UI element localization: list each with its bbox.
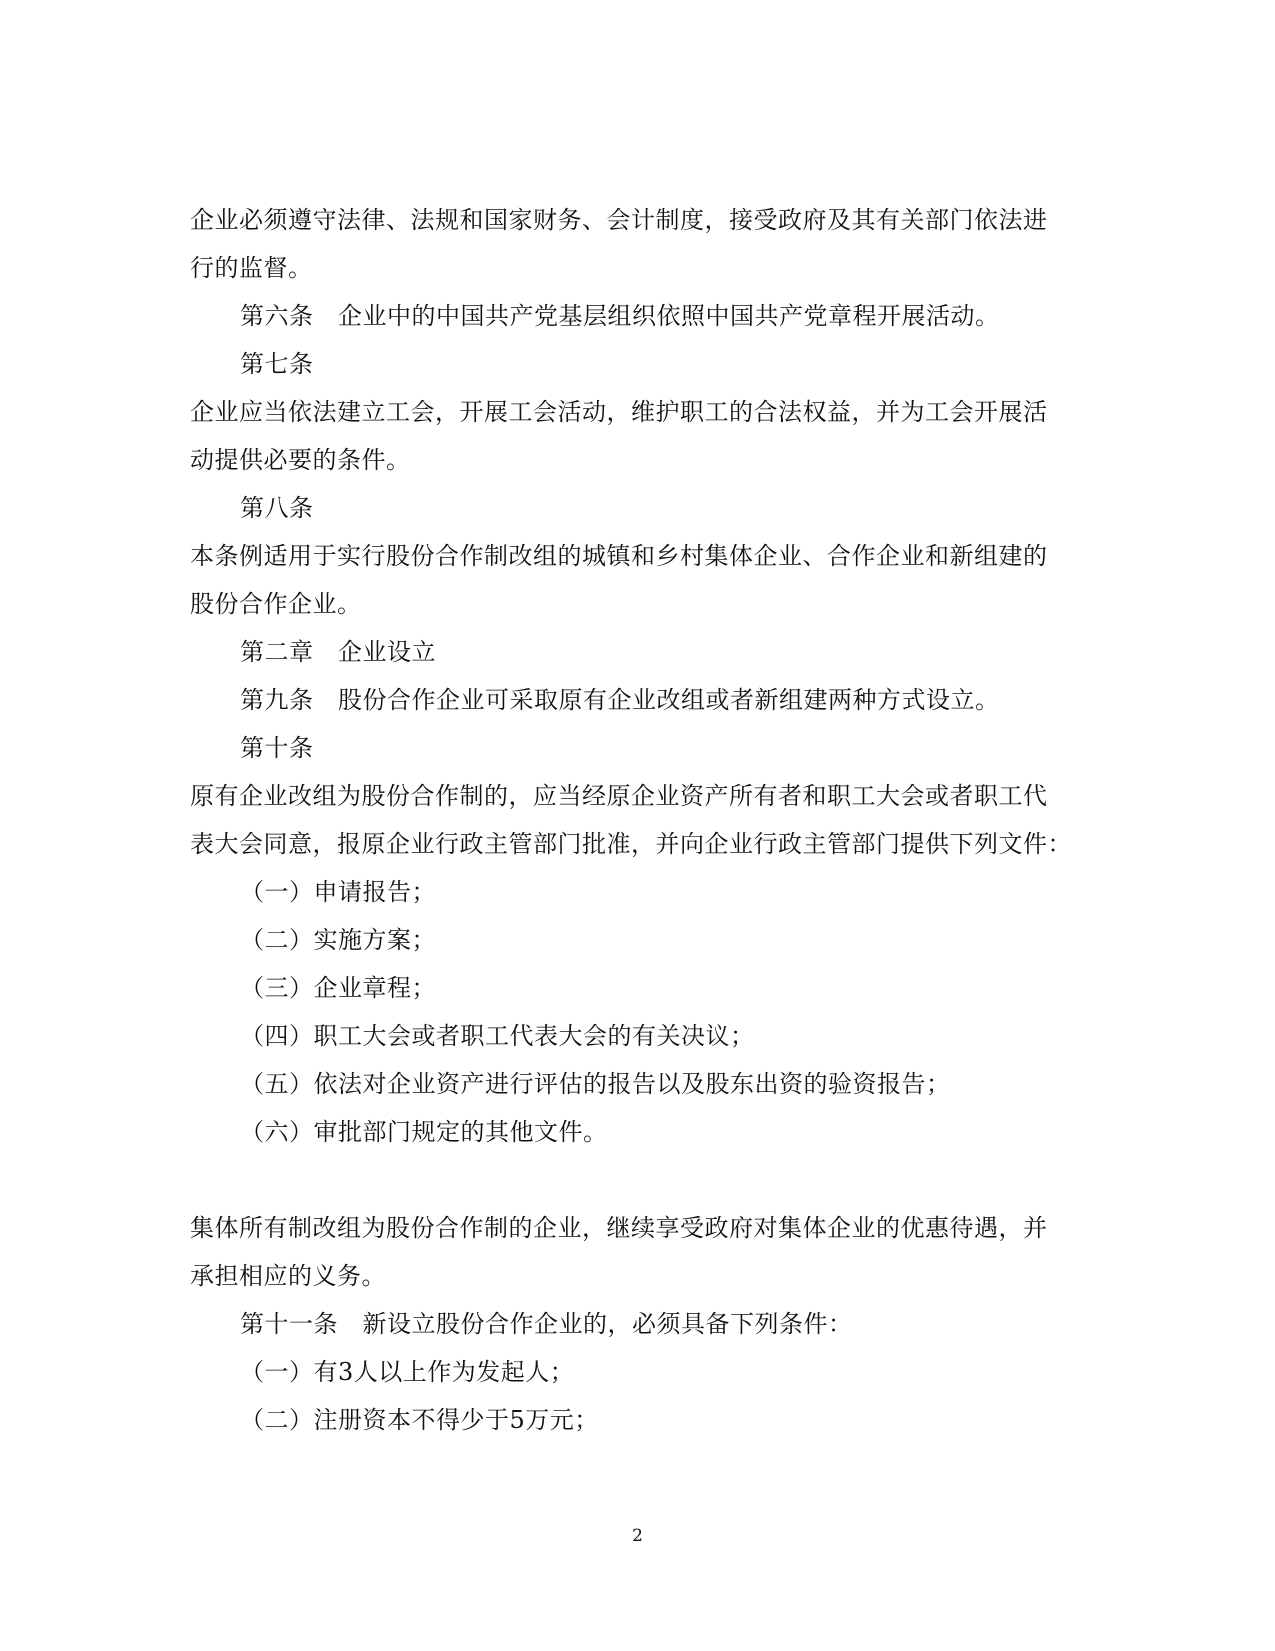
chapter-2-heading: 第二章 企业设立 [240, 638, 436, 666]
list-item: （二）实施方案； [240, 926, 436, 954]
article-8-heading: 第八条 [240, 494, 314, 522]
blank-gap [190, 1168, 1090, 1216]
paragraph-line: 集体所有制改组为股份合作制的企业，继续享受政府对集体企业的优惠待遇，并 [190, 1214, 1048, 1242]
article-7-heading: 第七条 [240, 350, 314, 378]
list-item: （五）依法对企业资产进行评估的报告以及股东出资的验资报告； [240, 1070, 951, 1098]
list-item: （二）注册资本不得少于5万元； [240, 1406, 599, 1434]
paragraph-line: 企业应当依法建立工会，开展工会活动，维护职工的合法权益，并为工会开展活 [190, 398, 1048, 426]
list-item: （一）有3人以上作为发起人； [240, 1358, 575, 1386]
paragraph-line: 企业必须遵守法律、法规和国家财务、会计制度，接受政府及其有关部门依法进 [190, 206, 1048, 234]
paragraph-line: 承担相应的义务。 [190, 1262, 386, 1290]
list-item: （四）职工大会或者职工代表大会的有关决议； [240, 1022, 755, 1050]
paragraph-line: 表大会同意，报原企业行政主管部门批准，并向企业行政主管部门提供下列文件： [190, 830, 1072, 858]
paragraph-line: 动提供必要的条件。 [190, 446, 411, 474]
list-item: （六）审批部门规定的其他文件。 [240, 1118, 608, 1146]
article-6: 第六条 企业中的中国共产党基层组织依照中国共产党章程开展活动。 [240, 302, 1000, 330]
document-body [190, 208, 1090, 1456]
paragraph-line: 行的监督。 [190, 254, 313, 282]
article-10-heading: 第十条 [240, 734, 314, 762]
paragraph-line: 原有企业改组为股份合作制的，应当经原企业资产所有者和职工大会或者职工代 [190, 782, 1048, 810]
page-number: 2 [632, 1526, 643, 1546]
paragraph-line: 股份合作企业。 [190, 590, 362, 618]
article-11: 第十一条 新设立股份合作企业的，必须具备下列条件： [240, 1310, 853, 1338]
list-item: （一）申请报告； [240, 878, 436, 906]
paragraph-line: 本条例适用于实行股份合作制改组的城镇和乡村集体企业、合作企业和新组建的 [190, 542, 1048, 570]
article-9: 第九条 股份合作企业可采取原有企业改组或者新组建两种方式设立。 [240, 686, 1000, 714]
list-item: （三）企业章程； [240, 974, 436, 1002]
